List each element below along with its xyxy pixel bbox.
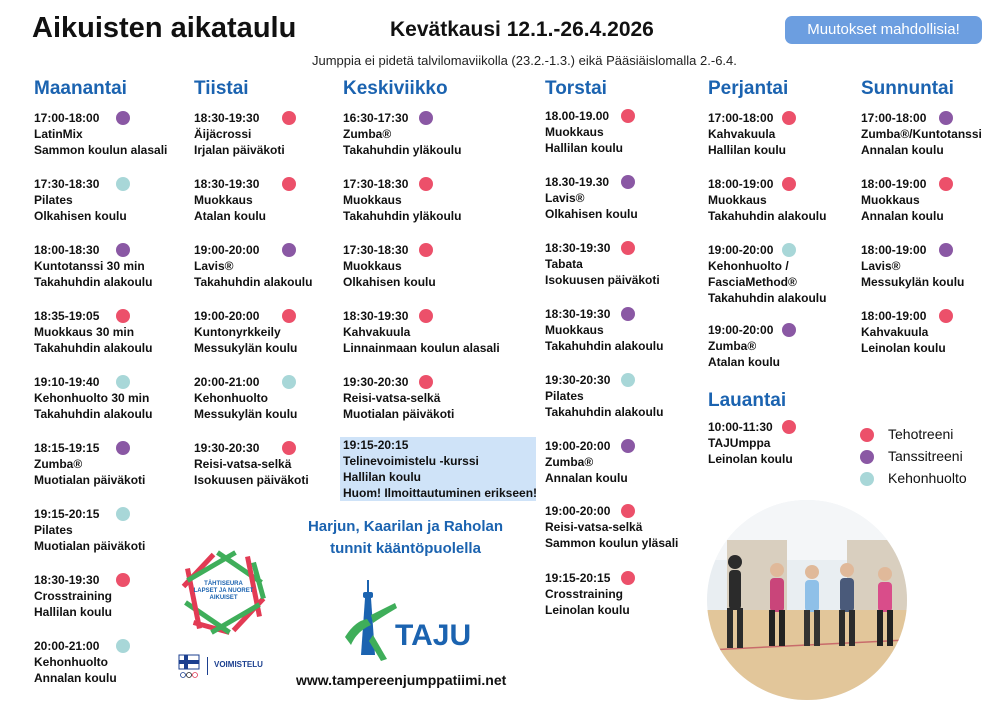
teho-dot-icon [621,571,635,585]
class-time: 18:00-18:30 [34,243,100,257]
tanssi-dot-icon [116,441,130,455]
keho-dot-icon [621,373,635,387]
class-place: Irjalan päiväkoti [194,143,285,157]
class-name: Lavis® [194,259,234,273]
class-name: Kehonhuolto / [708,259,789,273]
teho-dot-icon [116,309,130,323]
class-place: Olkahisen koulu [34,209,127,223]
class-time: 19:30-20:30 [194,441,260,455]
tahtiseura-logo [176,545,271,640]
class-entry [861,110,1000,158]
class-name: Kehonhuolto [34,655,108,669]
teho-dot-icon [282,309,296,323]
class-name: Kuntotanssi 30 min [34,259,145,273]
class-place: Linnainmaan koulun alasali [343,341,500,355]
teho-dot-icon [621,504,635,518]
teho-dot-icon [782,420,796,434]
class-name: Kehonhuolto [194,391,268,405]
tanssi-dot-icon [116,243,130,257]
changes-badge: Muutokset mahdollisia! [785,16,982,44]
class-place: Takahuhdin yläkoulu [343,209,462,223]
class-name: TAJUmppa [708,436,771,450]
class-place: Takahuhdin alakoulu [708,209,827,223]
legend-label: Tanssitreeni [888,448,963,464]
class-time: 17:30-18:30 [343,243,409,257]
class-time: 10:00-11:30 [708,420,773,434]
class-entry [34,242,194,290]
class-time: 18:30-19:30 [34,573,100,587]
keho-dot-icon [116,639,130,653]
teho-dot-icon [782,177,796,191]
class-place: Atalan koulu [708,355,781,369]
promo-line: tunnit kääntöpuolella [330,540,481,557]
class-place: Muotialan päiväkoti [34,539,146,553]
class-time: 19:30-20:30 [545,373,611,387]
tanssi-dot-icon [419,111,433,125]
class-time: 19:15-20:15 [545,571,611,585]
class-entry [194,440,354,488]
class-place: Takahuhdin alakoulu [34,275,153,289]
class-name: Muokkaus [708,193,767,207]
tanssi-dot-icon [860,450,874,464]
teho-dot-icon [419,309,433,323]
class-time: 18:00-19:00 [861,243,927,257]
class-place: Takahuhdin yläkoulu [343,143,462,157]
class-time: 19:00-20:00 [545,439,611,453]
teho-dot-icon [939,309,953,323]
class-time: 16:30-17:30 [343,111,409,125]
class-place: Hallilan koulu [34,605,113,619]
class-name: Muokkaus [545,125,604,139]
class-name: Lavis® [861,259,901,273]
class-entry [34,374,194,422]
class-place: Leinolan koulu [708,452,793,466]
class-time: 18.00-19.00 [545,109,610,123]
class-place: Takahuhdin alakoulu [545,339,664,353]
class-time: 17:00-18:00 [34,111,100,125]
class-time: 19:30-20:30 [343,375,409,389]
class-name: Lavis® [545,191,585,205]
class-name: Crosstraining [34,589,113,603]
class-place: Sammon koulun yläsali [545,536,679,550]
class-time: 19:15-20:15 [34,507,100,521]
class-entry [34,110,194,158]
class-time: 19:10-19:40 [34,375,100,389]
tanssi-dot-icon [621,175,635,189]
keho-dot-icon [116,177,130,191]
class-time: 19:00-20:00 [545,504,611,518]
class-name: Äijäcrossi [194,127,252,141]
class-name: Muokkaus [545,323,604,337]
class-time: 19:00-20:00 [708,243,774,257]
class-name: Reisi-vatsa-selkä [545,520,643,534]
class-name: Reisi-vatsa-selkä [194,457,292,471]
website-link[interactable]: www.tampereenjumppatiimi.net [296,672,507,688]
class-entry [194,176,354,224]
class-time: 18:30-19:30 [545,241,611,255]
tahtiseura-text: AIKUISET [209,595,238,601]
class-entry [340,437,536,501]
class-time: 18:30-19:30 [194,111,260,125]
finland-flag-icon [178,654,200,680]
class-place: Olkahisen koulu [545,207,638,221]
page-title: Aikuisten aikataulu [32,12,297,44]
class-name: Kahvakuula [343,325,411,339]
teho-dot-icon [116,573,130,587]
class-place: Muotialan päiväkoti [343,407,455,421]
class-name: Pilates [34,523,73,537]
class-place: Hallilan koulu [343,470,422,484]
legend-label: Kehonhuolto [888,470,967,486]
class-name: Zumba® [34,457,83,471]
tahtiseura-text: LAPSET JA NUORET [193,588,254,594]
dance-class-illustration [707,500,907,700]
keho-dot-icon [860,472,874,486]
class-name: Zumba® [343,127,392,141]
teho-dot-icon [621,241,635,255]
class-entry [861,308,1000,356]
other-locations-note [278,516,533,560]
class-entry [194,308,354,356]
class-time: 19:00-20:00 [194,309,260,323]
class-place: Annalan koulu [545,471,628,485]
class-name: Kahvakuula [708,127,776,141]
tanssi-dot-icon [621,439,635,453]
class-name: Pilates [545,389,584,403]
class-name: Reisi-vatsa-selkä [343,391,441,405]
day-heading: Lauantai [708,390,787,411]
class-name: Kuntonyrkkeily [194,325,281,339]
class-place: Isokuusen päiväkoti [545,273,660,287]
class-name: Zumba® [708,339,757,353]
class-time: 19:00-20:00 [708,323,774,337]
taju-logo [343,575,473,665]
season-dates: Kevätkausi 12.1.-26.4.2026 [390,18,654,41]
class-time: 20:00-21:00 [194,375,260,389]
day-heading: Perjantai [708,78,789,99]
class-extra: Takahuhdin alakoulu [708,291,827,305]
class-place: FasciaMethod® [708,275,797,289]
dance-class-photo [707,500,907,700]
class-entry [34,572,194,620]
class-entry [34,638,194,686]
teho-dot-icon [419,375,433,389]
class-time: 18:30-19:30 [194,177,260,191]
day-heading: Maanantai [34,78,127,99]
class-entry [194,374,354,422]
class-place: Hallilan koulu [545,141,624,155]
class-place: Isokuusen päiväkoti [194,473,309,487]
class-name: Muokkaus [343,259,402,273]
class-time: 18:00-19:00 [708,177,774,191]
teho-dot-icon [282,177,296,191]
class-place: Sammon koulun alasali [34,143,168,157]
class-place: Annalan koulu [34,671,117,685]
tanssi-dot-icon [621,307,635,321]
class-time: 18:00-19:00 [861,177,927,191]
class-time: 19:15-20:15 [343,438,409,452]
class-place: Takahuhdin alakoulu [34,407,153,421]
class-place: Takahuhdin alakoulu [545,405,664,419]
voimistelu-logo [178,654,278,684]
teho-dot-icon [282,441,296,455]
class-name: Muokkaus [343,193,402,207]
keho-dot-icon [282,375,296,389]
class-place: Leinolan koulu [861,341,946,355]
class-time: 17:30-18:30 [34,177,100,191]
tahtiseura-text: TÄHTISEURA [204,581,243,587]
class-place: Messukylän koulu [194,341,298,355]
class-name: Zumba®/Kuntotanssi [861,127,982,141]
class-name: Zumba® [545,455,594,469]
class-entry [194,242,354,290]
class-time: 18:00-19:00 [861,309,927,323]
teho-dot-icon [282,111,296,125]
promo-line: Harjun, Kaarilan ja Raholan [307,518,504,535]
class-name: Muokkaus 30 min [34,325,135,339]
class-place: Annalan koulu [861,209,944,223]
teho-dot-icon [419,177,433,191]
class-place: Messukylän koulu [194,407,298,421]
class-time: 18:30-19:30 [545,307,611,321]
class-place: Muotialan päiväkoti [34,473,146,487]
class-place: Messukylän koulu [861,275,965,289]
class-name: Pilates [34,193,73,207]
class-place: Hallilan koulu [708,143,787,157]
tanssi-dot-icon [782,323,796,337]
class-time: 20:00-21:00 [34,639,100,653]
class-place: Olkahisen koulu [343,275,436,289]
class-time: 18.30-19.30 [545,175,610,189]
class-time: 18:35-19:05 [34,309,100,323]
taju-wordmark: TAJU [395,619,472,652]
tanssi-dot-icon [282,243,296,257]
class-place: Takahuhdin alakoulu [194,275,313,289]
class-name: Muokkaus [861,193,920,207]
class-time: 17:30-18:30 [343,177,409,191]
class-name: LatinMix [34,127,83,141]
class-time: 18:15-19:15 [34,441,100,455]
class-entry [194,110,354,158]
day-heading: Torstai [545,78,607,99]
holiday-note: Jumppia ei pidetä talvilomaviikolla (23.2.-1.3.) eikä Pääsiäislomalla 2.-6.4. [312,53,737,68]
class-entry [34,308,194,356]
day-heading: Keskiviikko [343,78,448,99]
class-entry [861,242,1000,290]
class-time: 17:00-18:00 [708,111,774,125]
class-entry [34,176,194,224]
teho-dot-icon [939,177,953,191]
class-extra: Huom! Ilmoittautuminen erikseen! [343,486,538,500]
class-entry [861,176,1000,224]
tanssi-dot-icon [939,111,953,125]
keho-dot-icon [782,243,796,257]
class-name: Telinevoimistelu -kurssi [343,454,479,468]
class-name: Tabata [545,257,583,271]
voimistelu-text: VOIMISTELU [214,660,263,669]
class-name: Muokkaus [194,193,253,207]
legend-label: Tehotreeni [888,426,954,442]
teho-dot-icon [419,243,433,257]
teho-dot-icon [860,428,874,442]
day-heading: Sunnuntai [861,78,954,99]
class-name: Kehonhuolto 30 min [34,391,150,405]
keho-dot-icon [116,507,130,521]
class-time: 18:30-19:30 [343,309,409,323]
class-time: 17:00-18:00 [861,111,927,125]
class-place: Leinolan koulu [545,603,630,617]
class-entry [34,440,194,488]
class-name: Crosstraining [545,587,624,601]
tanssi-dot-icon [116,111,130,125]
class-place: Atalan koulu [194,209,267,223]
teho-dot-icon [621,109,635,123]
teho-dot-icon [782,111,796,125]
class-time: 19:00-20:00 [194,243,260,257]
class-name: Kahvakuula [861,325,929,339]
keho-dot-icon [116,375,130,389]
class-place: Annalan koulu [861,143,944,157]
class-entry [34,506,194,554]
tanssi-dot-icon [939,243,953,257]
day-heading: Tiistai [194,78,249,99]
class-place: Takahuhdin alakoulu [34,341,153,355]
